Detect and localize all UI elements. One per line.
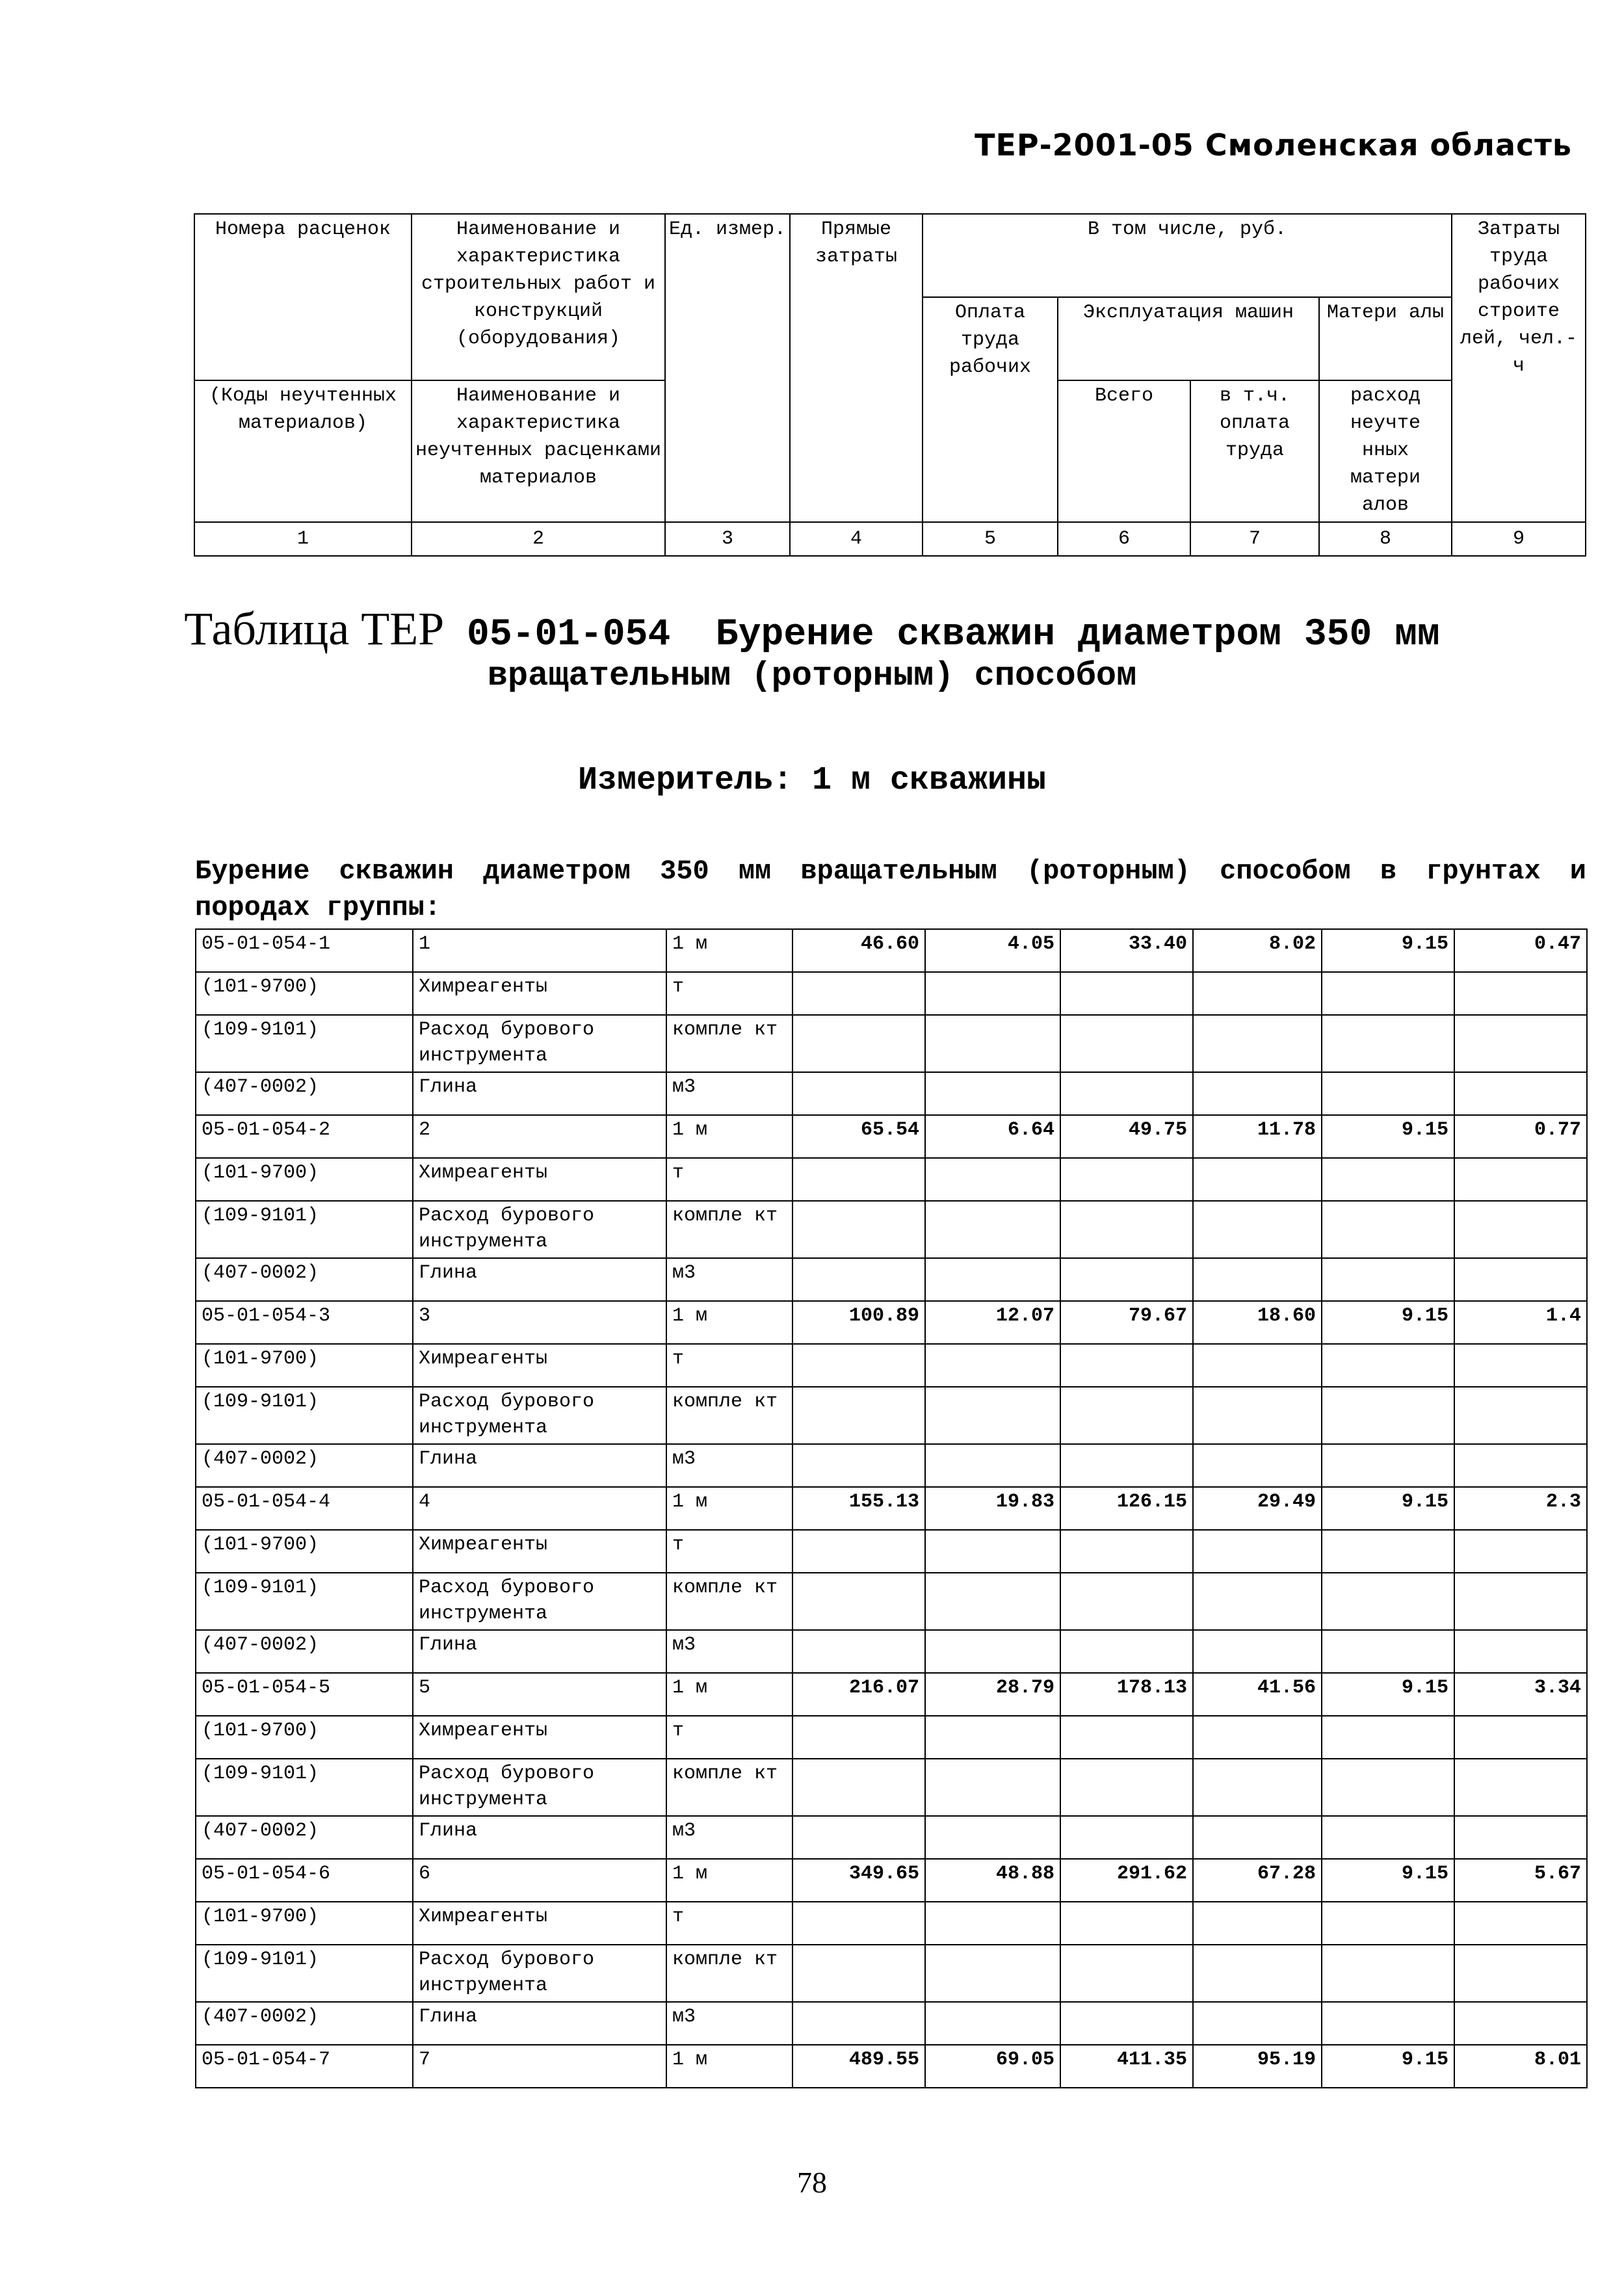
rate-unit-cell: 1 м bbox=[666, 1673, 792, 1716]
empty-cell bbox=[1322, 1444, 1454, 1487]
col-number: 7 bbox=[1190, 522, 1319, 556]
empty-cell bbox=[1454, 1258, 1587, 1301]
empty-cell bbox=[1322, 972, 1454, 1015]
rate-code-cell: 05-01-054-2 bbox=[196, 1115, 413, 1158]
empty-cell bbox=[1060, 1573, 1193, 1630]
col-header-labor-hours: Затраты труда рабочих строите лей, чел.-ч bbox=[1452, 214, 1586, 522]
labor-hours-cell: 5.67 bbox=[1454, 1859, 1587, 1902]
empty-cell bbox=[1322, 1816, 1454, 1859]
empty-cell bbox=[792, 1344, 925, 1387]
empty-cell bbox=[1454, 1816, 1587, 1859]
section-subtitle: Бурение скважин диаметром 350 мм вращательным (роторным) способом в грунтах и породах группы: bbox=[195, 856, 1586, 923]
col-header-direct-costs: Прямые затраты bbox=[790, 214, 923, 522]
empty-cell bbox=[1322, 1158, 1454, 1201]
empty-cell bbox=[1193, 1015, 1322, 1072]
rate-unit-cell: 1 м bbox=[666, 929, 792, 972]
machines-cost-cell: 291.62 bbox=[1060, 1859, 1193, 1902]
per-unit-cell: 9.15 bbox=[1322, 2045, 1454, 2088]
machines-cost-cell: 178.13 bbox=[1060, 1673, 1193, 1716]
empty-cell bbox=[1193, 1072, 1322, 1115]
material-unit-cell: т bbox=[666, 1902, 792, 1945]
material-unit-cell: т bbox=[666, 1716, 792, 1759]
empty-cell bbox=[1454, 1344, 1587, 1387]
empty-cell bbox=[792, 1158, 925, 1201]
material-row bbox=[196, 2002, 1587, 2045]
col-number: 4 bbox=[790, 522, 923, 556]
material-unit-cell: м3 bbox=[666, 1630, 792, 1673]
machines-cost-cell: 79.67 bbox=[1060, 1301, 1193, 1344]
empty-cell bbox=[925, 2002, 1060, 2045]
table-title-prefix: Таблица ТЕР bbox=[184, 603, 445, 655]
empty-cell bbox=[1060, 1072, 1193, 1115]
empty-cell bbox=[925, 1530, 1060, 1573]
empty-cell bbox=[1193, 2002, 1322, 2045]
empty-cell bbox=[1060, 1816, 1193, 1859]
material-name-cell: Химреагенты bbox=[413, 1902, 666, 1945]
col-number: 9 bbox=[1452, 522, 1586, 556]
direct-cost-cell: 65.54 bbox=[792, 1115, 925, 1158]
empty-cell bbox=[792, 1902, 925, 1945]
table-row bbox=[196, 1859, 1587, 1902]
material-name-cell: Глина bbox=[413, 1816, 666, 1859]
material-row bbox=[196, 1816, 1587, 1859]
material-row bbox=[196, 972, 1587, 1015]
material-name-cell: Химреагенты bbox=[413, 1716, 666, 1759]
material-unit-cell: м3 bbox=[666, 1258, 792, 1301]
table-title bbox=[0, 602, 1624, 656]
empty-cell bbox=[1322, 1387, 1454, 1444]
rate-code-cell: 05-01-054-5 bbox=[196, 1673, 413, 1716]
empty-cell bbox=[1193, 1344, 1322, 1387]
empty-cell bbox=[1322, 1902, 1454, 1945]
empty-cell bbox=[1322, 1573, 1454, 1630]
material-row bbox=[196, 1530, 1587, 1573]
empty-cell bbox=[1322, 1344, 1454, 1387]
rate-unit-cell: 1 м bbox=[666, 1115, 792, 1158]
empty-cell bbox=[1454, 1630, 1587, 1673]
empty-cell bbox=[1454, 972, 1587, 1015]
labor-pay-cell: 19.83 bbox=[925, 1487, 1060, 1530]
empty-cell bbox=[925, 1945, 1060, 2002]
rate-code-cell: 05-01-054-3 bbox=[196, 1301, 413, 1344]
material-code-cell: (407-0002) bbox=[196, 1072, 413, 1115]
empty-cell bbox=[1193, 1759, 1322, 1816]
empty-cell bbox=[792, 1630, 925, 1673]
empty-cell bbox=[1060, 1444, 1193, 1487]
empty-cell bbox=[792, 1816, 925, 1859]
material-row bbox=[196, 1258, 1587, 1301]
material-name-cell: Химреагенты bbox=[413, 1344, 666, 1387]
material-unit-cell: компле кт bbox=[666, 1201, 792, 1258]
material-row bbox=[196, 1716, 1587, 1759]
empty-cell bbox=[1322, 1759, 1454, 1816]
machines-cost-cell: 411.35 bbox=[1060, 2045, 1193, 2088]
material-code-cell: (407-0002) bbox=[196, 1630, 413, 1673]
material-unit-cell: т bbox=[666, 1344, 792, 1387]
empty-cell bbox=[792, 1387, 925, 1444]
material-name-cell: Расход бурового инструмента bbox=[413, 1015, 666, 1072]
col-header-labor-pay: Оплата труда рабочих bbox=[923, 297, 1058, 522]
table-row bbox=[196, 1115, 1587, 1158]
material-name-cell: Химреагенты bbox=[413, 972, 666, 1015]
table-title-line2: вращательным (роторным) способом bbox=[487, 657, 1137, 695]
material-unit-cell: компле кт bbox=[666, 1945, 792, 2002]
col-header-machines-group: Эксплуатация машин bbox=[1058, 297, 1319, 380]
empty-cell bbox=[925, 1158, 1060, 1201]
material-unit-cell: м3 bbox=[666, 1072, 792, 1115]
labor-pay-cell: 6.64 bbox=[925, 1115, 1060, 1158]
empty-cell bbox=[925, 1258, 1060, 1301]
direct-cost-cell: 100.89 bbox=[792, 1301, 925, 1344]
empty-cell bbox=[1322, 1945, 1454, 2002]
material-code-cell: (101-9700) bbox=[196, 1158, 413, 1201]
material-code-cell: (109-9101) bbox=[196, 1015, 413, 1072]
empty-cell bbox=[1193, 1716, 1322, 1759]
empty-cell bbox=[1060, 1902, 1193, 1945]
material-code-cell: (101-9700) bbox=[196, 1344, 413, 1387]
empty-cell bbox=[1060, 1201, 1193, 1258]
material-code-cell: (407-0002) bbox=[196, 1444, 413, 1487]
empty-cell bbox=[792, 1201, 925, 1258]
table-title-line1: Бурение скважин диаметром 350 мм bbox=[715, 614, 1440, 656]
empty-cell bbox=[925, 1902, 1060, 1945]
table-title-code: 05-01-054 bbox=[467, 614, 671, 656]
material-row bbox=[196, 1945, 1587, 2002]
empty-cell bbox=[792, 1573, 925, 1630]
empty-cell bbox=[1322, 1530, 1454, 1573]
empty-cell bbox=[1193, 1630, 1322, 1673]
machines-cost-cell: 126.15 bbox=[1060, 1487, 1193, 1530]
material-row bbox=[196, 1072, 1587, 1115]
labor-hours-cell: 2.3 bbox=[1454, 1487, 1587, 1530]
material-name-cell: Глина bbox=[413, 1072, 666, 1115]
table-row bbox=[196, 929, 1587, 972]
empty-cell bbox=[792, 1258, 925, 1301]
material-row bbox=[196, 1387, 1587, 1444]
col-header-codes: Номера расценок bbox=[194, 214, 412, 380]
empty-cell bbox=[1322, 1258, 1454, 1301]
empty-cell bbox=[1454, 1759, 1587, 1816]
material-row bbox=[196, 1015, 1587, 1072]
empty-cell bbox=[1060, 1716, 1193, 1759]
materials-cost-cell: 11.78 bbox=[1193, 1115, 1322, 1158]
material-name-cell: Расход бурового инструмента bbox=[413, 1573, 666, 1630]
labor-hours-cell: 0.77 bbox=[1454, 1115, 1587, 1158]
rate-unit-cell: 1 м bbox=[666, 2045, 792, 2088]
per-unit-cell: 9.15 bbox=[1322, 1301, 1454, 1344]
material-code-cell: (407-0002) bbox=[196, 1816, 413, 1859]
material-code-cell: (101-9700) bbox=[196, 972, 413, 1015]
material-name-cell: Расход бурового инструмента bbox=[413, 1387, 666, 1444]
material-name-cell: Глина bbox=[413, 2002, 666, 2045]
material-name-cell: Глина bbox=[413, 1630, 666, 1673]
empty-cell bbox=[1193, 1201, 1322, 1258]
empty-cell bbox=[925, 1387, 1060, 1444]
material-code-cell: (101-9700) bbox=[196, 1902, 413, 1945]
empty-cell bbox=[1322, 1630, 1454, 1673]
material-unit-cell: компле кт bbox=[666, 1387, 792, 1444]
col-header-material-use: расход неучте нных матери алов bbox=[1319, 380, 1452, 522]
empty-cell bbox=[1060, 2002, 1193, 2045]
direct-cost-cell: 155.13 bbox=[792, 1487, 925, 1530]
empty-cell bbox=[1454, 1158, 1587, 1201]
labor-hours-cell: 3.34 bbox=[1454, 1673, 1587, 1716]
empty-cell bbox=[925, 1573, 1060, 1630]
empty-cell bbox=[1060, 1759, 1193, 1816]
material-row bbox=[196, 1630, 1587, 1673]
col-header-group: В том числе, руб. bbox=[923, 214, 1452, 297]
rate-name-cell: 6 bbox=[413, 1859, 666, 1902]
material-code-cell: (109-9101) bbox=[196, 1201, 413, 1258]
empty-cell bbox=[1193, 1816, 1322, 1859]
material-code-cell: (101-9700) bbox=[196, 1716, 413, 1759]
material-code-cell: (407-0002) bbox=[196, 1258, 413, 1301]
table-row bbox=[196, 1673, 1587, 1716]
col-header-machines-total: Всего bbox=[1058, 380, 1190, 522]
direct-cost-cell: 349.65 bbox=[792, 1859, 925, 1902]
rate-unit-cell: 1 м bbox=[666, 1301, 792, 1344]
empty-cell bbox=[1454, 1444, 1587, 1487]
empty-cell bbox=[1060, 1630, 1193, 1673]
material-code-cell: (109-9101) bbox=[196, 1573, 413, 1630]
material-unit-cell: м3 bbox=[666, 1816, 792, 1859]
empty-cell bbox=[792, 2002, 925, 2045]
col-header-machines-labor: в т.ч. оплата труда bbox=[1190, 380, 1319, 522]
material-code-cell: (109-9101) bbox=[196, 1759, 413, 1816]
empty-cell bbox=[792, 1945, 925, 2002]
empty-cell bbox=[1193, 1444, 1322, 1487]
rate-name-cell: 1 bbox=[413, 929, 666, 972]
rate-name-cell: 5 bbox=[413, 1673, 666, 1716]
direct-cost-cell: 216.07 bbox=[792, 1673, 925, 1716]
empty-cell bbox=[1322, 1015, 1454, 1072]
materials-cost-cell: 41.56 bbox=[1193, 1673, 1322, 1716]
empty-cell bbox=[792, 1530, 925, 1573]
col-number: 1 bbox=[194, 522, 412, 556]
col-number: 8 bbox=[1319, 522, 1452, 556]
material-name-cell: Химреагенты bbox=[413, 1158, 666, 1201]
material-row bbox=[196, 1902, 1587, 1945]
material-name-cell: Глина bbox=[413, 1444, 666, 1487]
materials-cost-cell: 67.28 bbox=[1193, 1859, 1322, 1902]
rate-unit-cell: 1 м bbox=[666, 1859, 792, 1902]
empty-cell bbox=[1193, 1158, 1322, 1201]
empty-cell bbox=[925, 1201, 1060, 1258]
empty-cell bbox=[925, 1816, 1060, 1859]
empty-cell bbox=[1454, 1945, 1587, 2002]
empty-cell bbox=[925, 1072, 1060, 1115]
materials-cost-cell: 95.19 bbox=[1193, 2045, 1322, 2088]
empty-cell bbox=[1322, 2002, 1454, 2045]
empty-cell bbox=[1193, 1258, 1322, 1301]
empty-cell bbox=[1454, 1716, 1587, 1759]
column-header-table bbox=[194, 213, 1586, 557]
empty-cell bbox=[1454, 1530, 1587, 1573]
empty-cell bbox=[792, 1072, 925, 1115]
empty-cell bbox=[1322, 1716, 1454, 1759]
material-row bbox=[196, 1444, 1587, 1487]
empty-cell bbox=[925, 1344, 1060, 1387]
material-unit-cell: т bbox=[666, 1530, 792, 1573]
table-row bbox=[196, 1487, 1587, 1530]
empty-cell bbox=[1454, 1072, 1587, 1115]
empty-cell bbox=[925, 1759, 1060, 1816]
empty-cell bbox=[1060, 972, 1193, 1015]
empty-cell bbox=[1060, 1530, 1193, 1573]
materials-cost-cell: 18.60 bbox=[1193, 1301, 1322, 1344]
empty-cell bbox=[1060, 1015, 1193, 1072]
table-row bbox=[196, 2045, 1587, 2088]
materials-cost-cell: 29.49 bbox=[1193, 1487, 1322, 1530]
empty-cell bbox=[1454, 1902, 1587, 1945]
labor-pay-cell: 48.88 bbox=[925, 1859, 1060, 1902]
empty-cell bbox=[1060, 1387, 1193, 1444]
material-name-cell: Расход бурового инструмента bbox=[413, 1759, 666, 1816]
empty-cell bbox=[1193, 1387, 1322, 1444]
material-code-cell: (101-9700) bbox=[196, 1530, 413, 1573]
material-name-cell: Глина bbox=[413, 1258, 666, 1301]
material-unit-cell: компле кт bbox=[666, 1015, 792, 1072]
empty-cell bbox=[792, 1444, 925, 1487]
empty-cell bbox=[1060, 1158, 1193, 1201]
labor-pay-cell: 28.79 bbox=[925, 1673, 1060, 1716]
per-unit-cell: 9.15 bbox=[1322, 1673, 1454, 1716]
col-header-material-codes: (Коды неучтенных материалов) bbox=[194, 380, 412, 522]
per-unit-cell: 9.15 bbox=[1322, 1115, 1454, 1158]
labor-hours-cell: 8.01 bbox=[1454, 2045, 1587, 2088]
col-number: 3 bbox=[665, 522, 790, 556]
labor-pay-cell: 12.07 bbox=[925, 1301, 1060, 1344]
empty-cell bbox=[1454, 2002, 1587, 2045]
col-number: 2 bbox=[412, 522, 665, 556]
rates-table bbox=[195, 928, 1588, 2088]
rate-name-cell: 7 bbox=[413, 2045, 666, 2088]
empty-cell bbox=[1193, 1945, 1322, 2002]
machines-cost-cell: 49.75 bbox=[1060, 1115, 1193, 1158]
empty-cell bbox=[792, 1015, 925, 1072]
rate-code-cell: 05-01-054-4 bbox=[196, 1487, 413, 1530]
col-header-name: Наименование и характеристика строительных работ и конструкций (оборудования) bbox=[412, 214, 665, 380]
per-unit-cell: 9.15 bbox=[1322, 929, 1454, 972]
labor-hours-cell: 0.47 bbox=[1454, 929, 1587, 972]
empty-cell bbox=[1454, 1201, 1587, 1258]
material-unit-cell: м3 bbox=[666, 2002, 792, 2045]
empty-cell bbox=[1060, 1258, 1193, 1301]
labor-pay-cell: 4.05 bbox=[925, 929, 1060, 972]
material-code-cell: (407-0002) bbox=[196, 2002, 413, 2045]
direct-cost-cell: 46.60 bbox=[792, 929, 925, 972]
empty-cell bbox=[925, 1630, 1060, 1673]
empty-cell bbox=[792, 1759, 925, 1816]
rate-code-cell: 05-01-054-7 bbox=[196, 2045, 413, 2088]
material-unit-cell: компле кт bbox=[666, 1759, 792, 1816]
empty-cell bbox=[1454, 1573, 1587, 1630]
empty-cell bbox=[1193, 972, 1322, 1015]
empty-cell bbox=[1193, 1530, 1322, 1573]
col-header-unit: Ед. измер. bbox=[665, 214, 790, 522]
empty-cell bbox=[1322, 1072, 1454, 1115]
measure-unit: Измеритель: 1 м скважины bbox=[577, 762, 1047, 799]
empty-cell bbox=[792, 972, 925, 1015]
page-number: 78 bbox=[797, 2166, 827, 2199]
empty-cell bbox=[1060, 1344, 1193, 1387]
material-name-cell: Химреагенты bbox=[413, 1530, 666, 1573]
rate-name-cell: 2 bbox=[413, 1115, 666, 1158]
direct-cost-cell: 489.55 bbox=[792, 2045, 925, 2088]
rate-unit-cell: 1 м bbox=[666, 1487, 792, 1530]
material-row bbox=[196, 1344, 1587, 1387]
material-row bbox=[196, 1759, 1587, 1816]
table-row bbox=[196, 1301, 1587, 1344]
empty-cell bbox=[1060, 1945, 1193, 2002]
material-unit-cell: компле кт bbox=[666, 1573, 792, 1630]
materials-cost-cell: 8.02 bbox=[1193, 929, 1322, 972]
material-row bbox=[196, 1201, 1587, 1258]
per-unit-cell: 9.15 bbox=[1322, 1859, 1454, 1902]
empty-cell bbox=[1193, 1573, 1322, 1630]
material-unit-cell: т bbox=[666, 1158, 792, 1201]
col-header-material-names: Наименование и характеристика неучтенных расценками материалов bbox=[412, 380, 665, 522]
col-header-materials: Матери алы bbox=[1319, 297, 1452, 380]
labor-pay-cell: 69.05 bbox=[925, 2045, 1060, 2088]
machines-cost-cell: 33.40 bbox=[1060, 929, 1193, 972]
col-number: 6 bbox=[1058, 522, 1190, 556]
empty-cell bbox=[1454, 1015, 1587, 1072]
empty-cell bbox=[1322, 1201, 1454, 1258]
per-unit-cell: 9.15 bbox=[1322, 1487, 1454, 1530]
empty-cell bbox=[925, 1015, 1060, 1072]
material-name-cell: Расход бурового инструмента bbox=[413, 1945, 666, 2002]
empty-cell bbox=[925, 1444, 1060, 1487]
material-code-cell: (109-9101) bbox=[196, 1945, 413, 2002]
labor-hours-cell: 1.4 bbox=[1454, 1301, 1587, 1344]
material-unit-cell: т bbox=[666, 972, 792, 1015]
empty-cell bbox=[925, 972, 1060, 1015]
material-unit-cell: м3 bbox=[666, 1444, 792, 1487]
material-name-cell: Расход бурового инструмента bbox=[413, 1201, 666, 1258]
col-number: 5 bbox=[923, 522, 1058, 556]
material-code-cell: (109-9101) bbox=[196, 1387, 413, 1444]
rate-code-cell: 05-01-054-1 bbox=[196, 929, 413, 972]
rate-name-cell: 4 bbox=[413, 1487, 666, 1530]
empty-cell bbox=[792, 1716, 925, 1759]
empty-cell bbox=[1193, 1902, 1322, 1945]
empty-cell bbox=[925, 1716, 1060, 1759]
material-row bbox=[196, 1158, 1587, 1201]
empty-cell bbox=[1454, 1387, 1587, 1444]
page-header-title: ТЕР-2001-05 Смоленская область bbox=[975, 127, 1572, 163]
material-row bbox=[196, 1573, 1587, 1630]
rate-code-cell: 05-01-054-6 bbox=[196, 1859, 413, 1902]
rate-name-cell: 3 bbox=[413, 1301, 666, 1344]
